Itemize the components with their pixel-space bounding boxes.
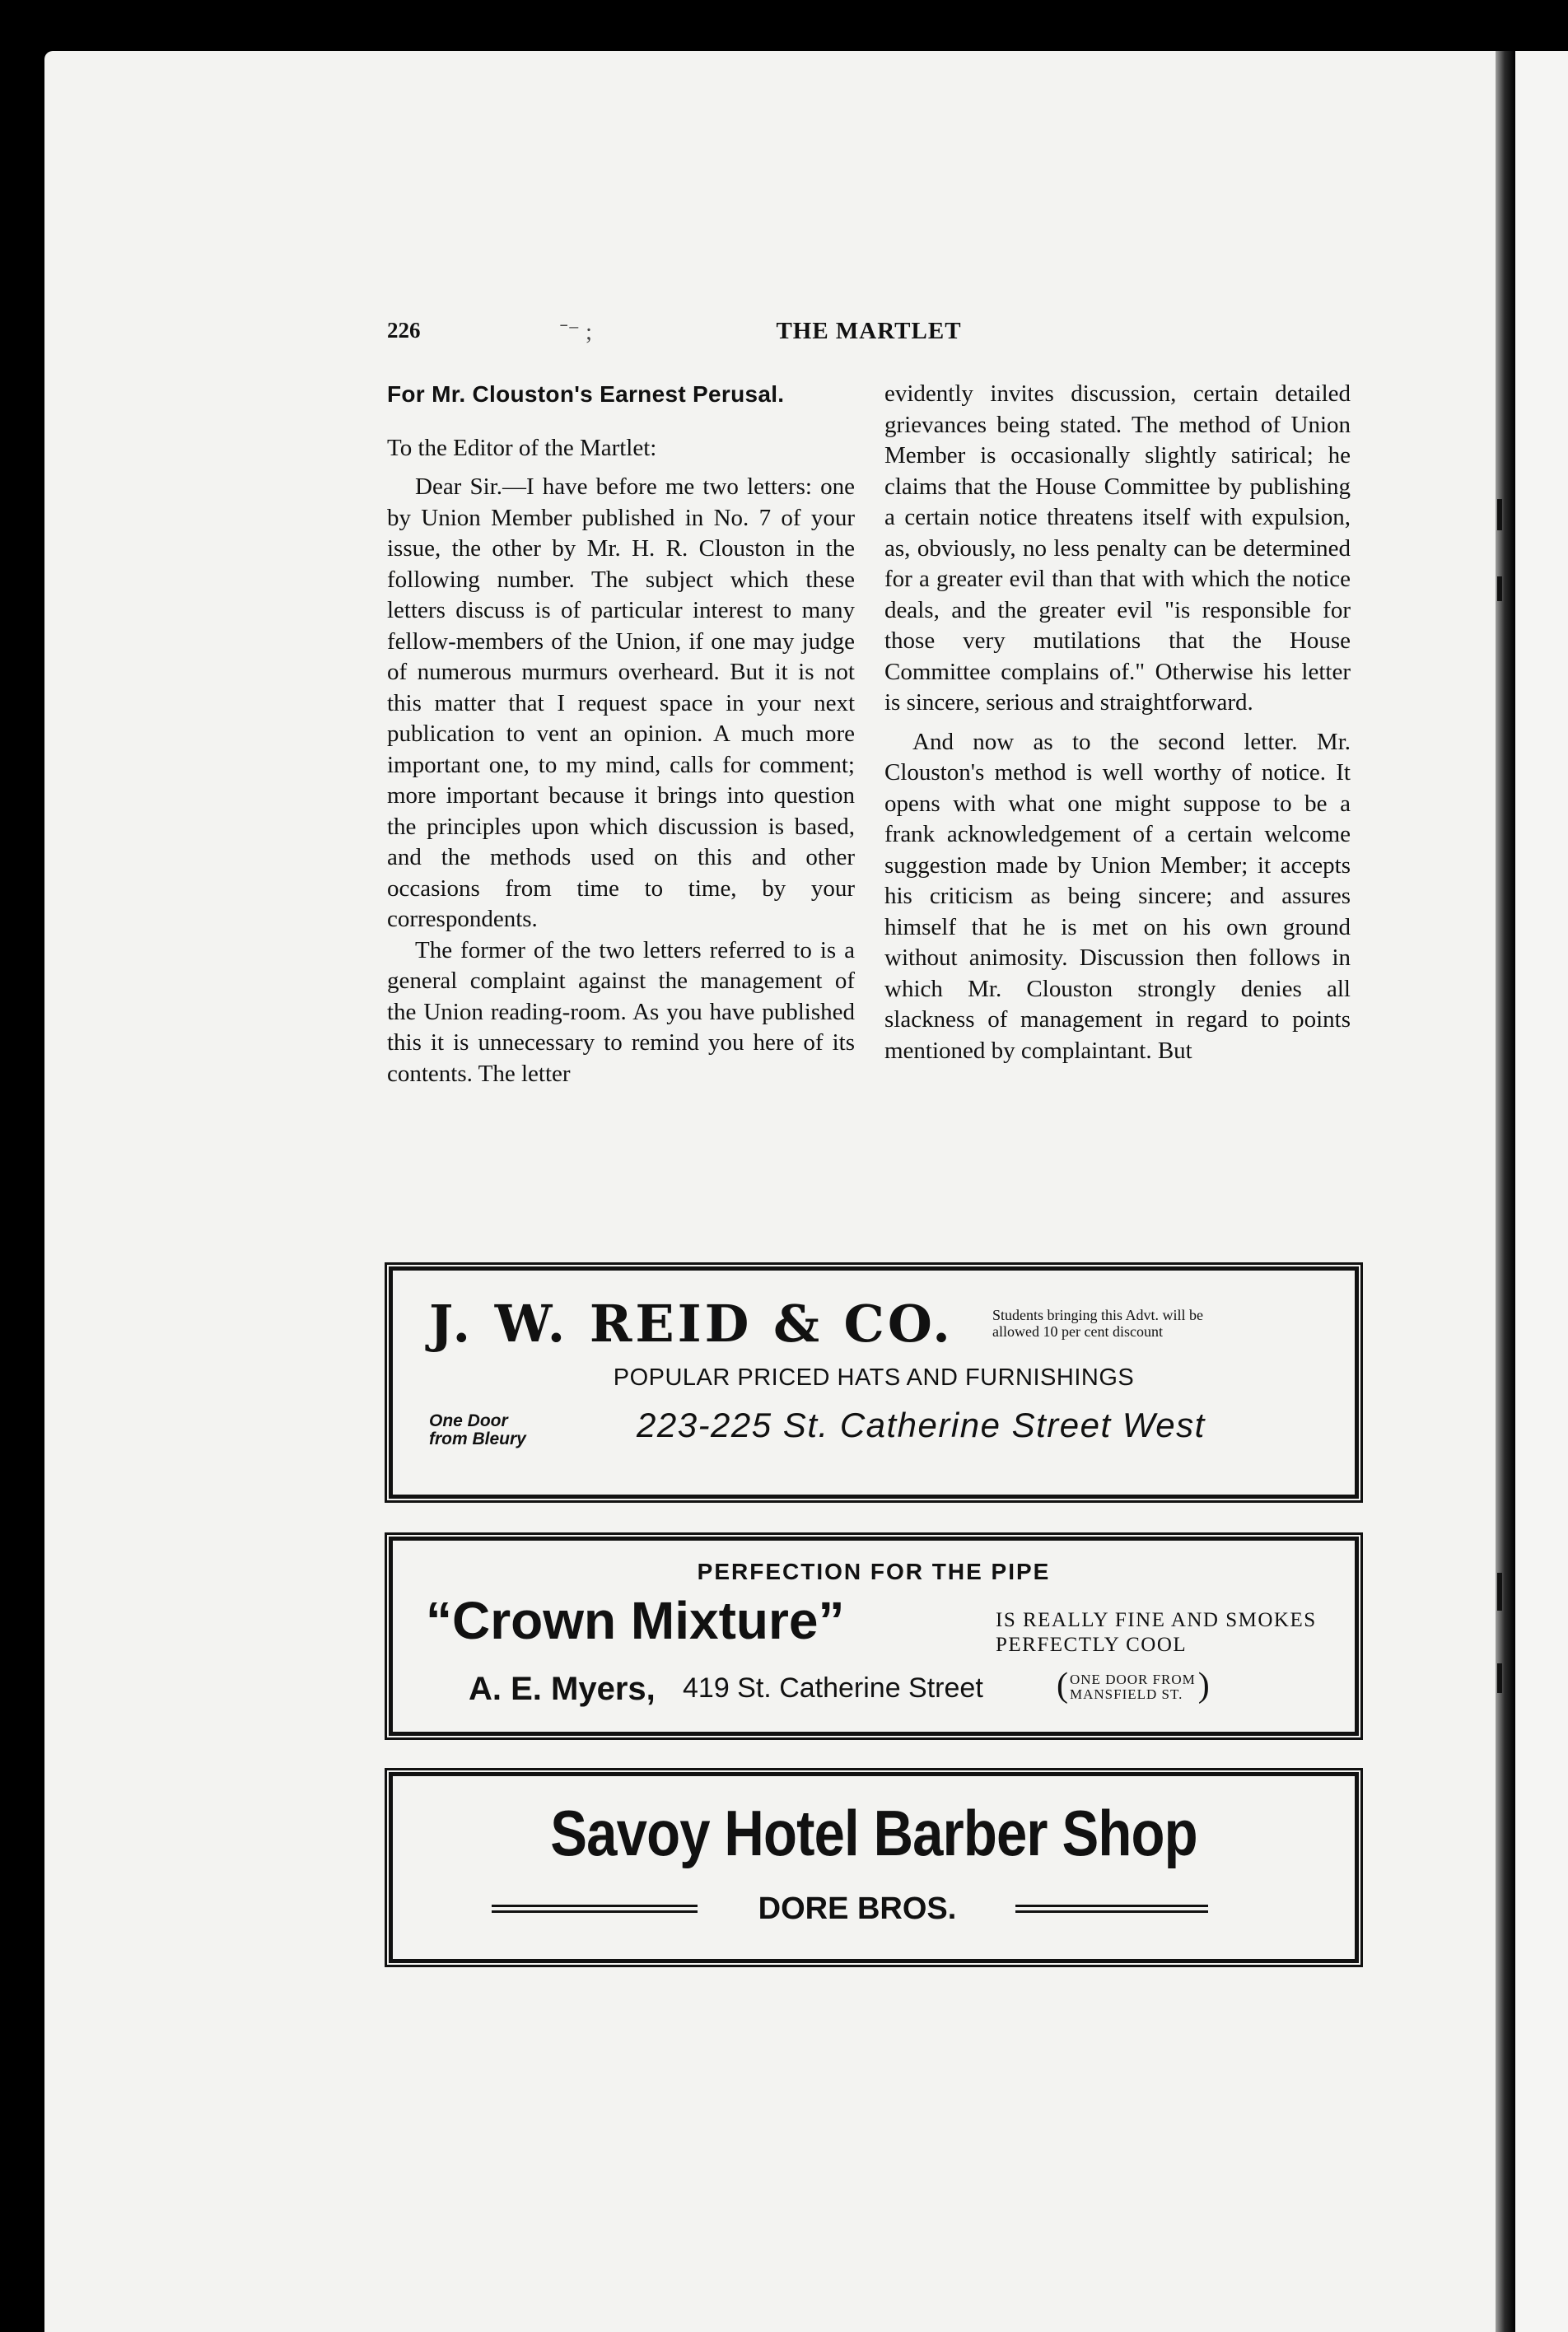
double-rule <box>1015 1905 1208 1913</box>
proprietor-name: DORE BROS. <box>758 1891 957 1926</box>
advertiser-name: J. W. REID & CO. <box>429 1294 954 1354</box>
ad-address: 223-225 St. Catherine Street West <box>637 1406 1206 1444</box>
article-title: For Mr. Clouston's Earnest Perusal. <box>387 381 785 407</box>
page-number: 226 <box>387 318 421 343</box>
paragraph: evidently invites discussion, certain detailed grievances being stated. The method of Union Member is occasionally slightly satirical; he claims that the House Committee by publishing a certain notice threatens itself with expulsion, as, obviously, no less penalty can be determined for a greater evil than that with which the notice deals, and the greater evil "is responsible for those very mutilations that the House Committee complains of." Otherwise his letter is sincere, serious and straightforward. <box>884 380 1351 716</box>
double-rule <box>492 1905 698 1913</box>
right-column <box>884 379 1351 1066</box>
margin-mark <box>1497 576 1502 601</box>
business-name: Savoy Hotel Barber Shop <box>550 1797 1197 1869</box>
running-head <box>387 318 1351 351</box>
advertisement-crown-mixture <box>389 1537 1359 1736</box>
paragraph: Dear Sir.—I have before me two letters: one by Union Member published in No. 7 of your issue, the other by Mr. H. R. Clouston in the following number. The subject which these letters discuss is of particular interest to many fellow-members of the Union, if one may judge of numerous murmurs overheard. But it is not this matter that I request space in your next publication to vent an opinion. A much more important one, to my mind, calls for comment; more important because it brings into question the principles upon which discussion is based, and the methods used on this and other occasions from time to time, by your correspondents. <box>387 473 855 932</box>
product-name: “Crown Mixture” <box>426 1591 845 1650</box>
stray-mark: ˉ⁻ ; <box>560 319 592 345</box>
paragraph: And now as to the second letter. Mr. Clouston's method is well worthy of notice. It opens with what one might suppose to be a frank acknowledgement of a certain welcome suggestion made by Union Member; it accepts his criticism as being sincere; and assures himself that he is met on his own ground without animosity. Discussion then follows in which Mr. Clouston strongly denies all slackness of management in regard to points mentioned by complaintant. But <box>884 728 1351 1064</box>
discount-note: Students bringing this Advt. will be allowed 10 per cent discount <box>992 1307 1204 1340</box>
seller-name: A. E. Myers, <box>469 1671 656 1707</box>
margin-mark <box>1497 499 1502 530</box>
margin-mark <box>1497 1573 1502 1611</box>
location-note: One Door from Bleury <box>429 1411 526 1448</box>
advertisement-savoy <box>389 1772 1359 1963</box>
product-claim: IS REALLY FINE AND SMOKES PERFECTLY COOL <box>996 1609 1317 1656</box>
advertisement-reid <box>389 1266 1359 1499</box>
ad-address: 419 St. Catherine Street <box>683 1672 983 1704</box>
salutation: To the Editor of the Martlet: <box>387 434 657 461</box>
adjacent-page-edge <box>1514 51 1568 2332</box>
ad-tagline: POPULAR PRICED HATS AND FURNISHINGS <box>613 1364 1135 1391</box>
publication-title: THE MARTLET <box>776 318 962 344</box>
ad-headline: PERFECTION FOR THE PIPE <box>697 1559 1051 1584</box>
location-note: ( ONE DOOR FROM MANSFIELD ST. ) <box>1062 1672 1204 1702</box>
paragraph: The former of the two letters referred to is a general complaint against the management of the Union reading-room. As you have published this it is unnecessary to remind you here of its contents. The letter <box>387 936 855 1087</box>
left-column <box>387 379 855 1089</box>
margin-mark <box>1497 1663 1502 1693</box>
